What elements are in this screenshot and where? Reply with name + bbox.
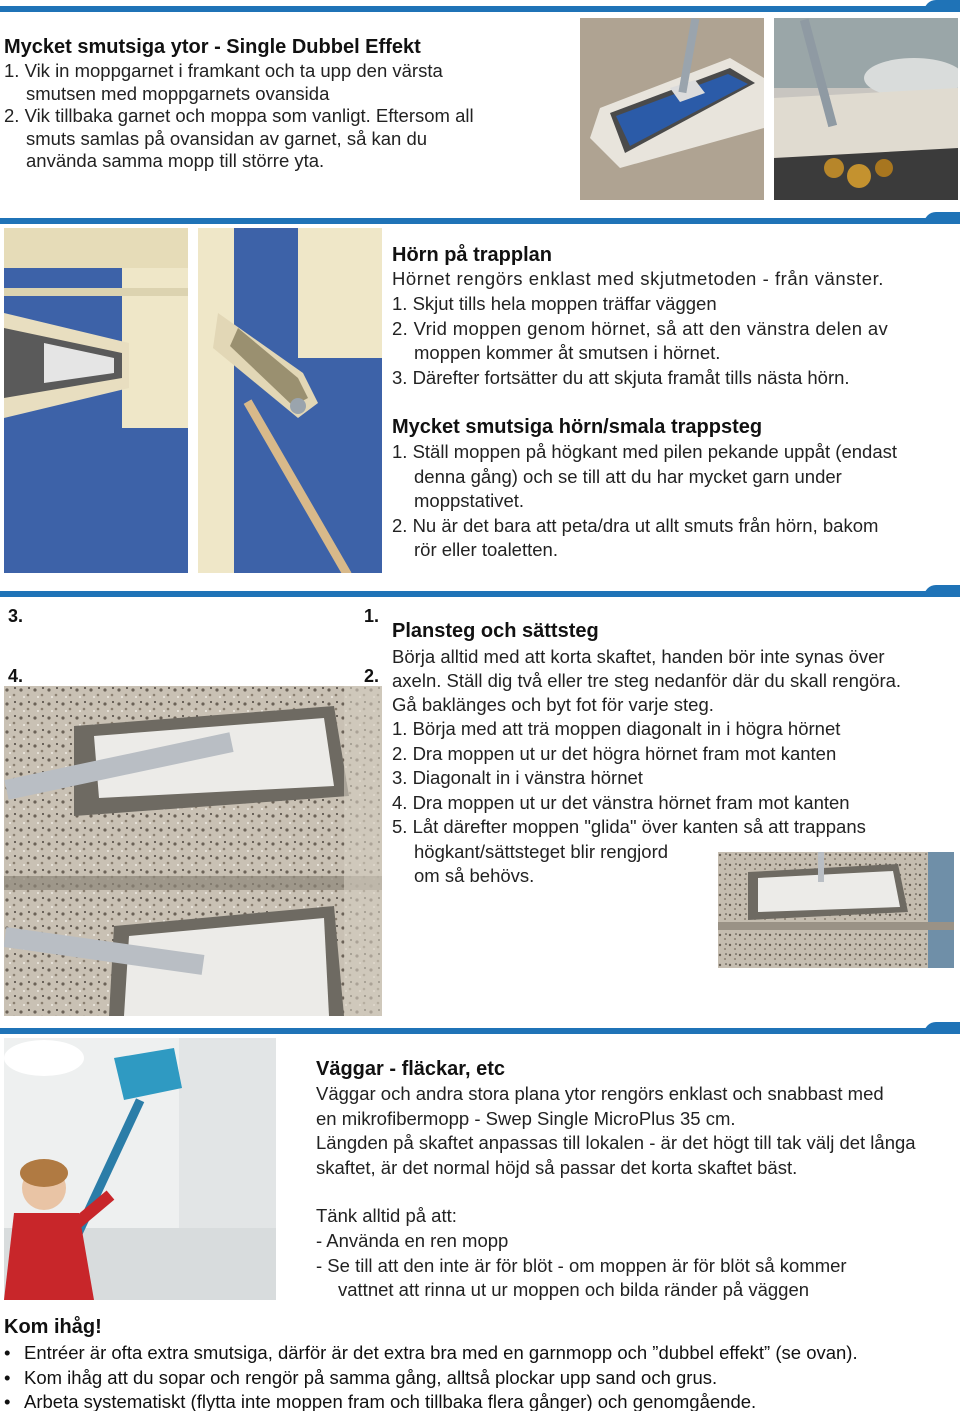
- photo-stair-mopping: [4, 686, 382, 1016]
- photo-corner-turn: [198, 228, 382, 573]
- photo-stair-riser: [718, 852, 954, 968]
- bullet-item-1: • Entréer är ofta extra smutsiga, därför är det extra bra med en garnmopp och ”dubbel effekt” (se ovan).: [4, 1341, 858, 1366]
- section5-intro: [316, 1082, 958, 1180]
- section1-line-1: 1. Vik in moppgarnet i framkant och ta upp den värsta: [4, 60, 443, 81]
- section1-line-3: 2. Vik tillbaka garnet och moppa som vanligt. Eftersom all: [4, 105, 474, 126]
- section-divider-1: [0, 0, 960, 12]
- section3-step-1-cont2: moppstativet.: [414, 490, 525, 511]
- section3-step-1-cont: denna gång) och se till att du har mycket garn under: [414, 465, 842, 487]
- section3-step-1: 1. Ställ moppen på högkant med pilen pekande uppåt (endast: [392, 441, 898, 462]
- section4-step-2: 2. Dra moppen ut ur det högra hörnet fram mot kanten: [392, 742, 837, 764]
- section6-title: Kom ihåg!: [4, 1316, 102, 1338]
- section5-remember-label: Tänk alltid på att:: [316, 1205, 457, 1226]
- section3-step-2-cont: rör eller toaletten.: [414, 539, 558, 560]
- section6-bullets: [4, 1341, 858, 1411]
- section4-intro-3: Gå baklänges och byt fot för varje steg.: [392, 694, 714, 715]
- section3-steps: [392, 440, 958, 563]
- bullet-item-3: • Arbeta systematiskt (flytta inte moppen fram och tillbaka flera gånger) och genomgående.: [4, 1390, 858, 1411]
- section5-intro-2: en mikrofibermopp - Swep Single MicroPlus 35 cm.: [316, 1107, 736, 1129]
- photo-mop-folded-dirt: [774, 18, 958, 200]
- section2-intro: Hörnet rengörs enklast med skjutmetoden - från vänster.: [392, 268, 884, 289]
- section2-step-3: 3. Därefter fortsätter du att skjuta framåt tills nästa hörn.: [392, 366, 850, 388]
- stair-label-3: 3.: [8, 606, 24, 626]
- stair-label-1: 1.: [364, 606, 380, 626]
- section2-steps: [392, 292, 958, 390]
- section5-intro-1: Väggar och andra stora plana ytor rengörs enklast och snabbast med: [316, 1083, 884, 1104]
- section4-intro: [392, 645, 958, 717]
- section-divider-4: [0, 1022, 960, 1034]
- section-divider-3: [0, 585, 960, 597]
- section3-title: Mycket smutsiga hörn/smala trappsteg: [392, 416, 763, 438]
- section5-remember-2-cont: vattnet att rinna ut ur moppen och bilda ränder på väggen: [338, 1279, 810, 1300]
- section4-step-1: 1. Börja med att trä moppen diagonalt in i högra hörnet: [392, 718, 841, 739]
- section1-line-4: smuts samlas på ovansidan av garnet, så kan du: [26, 127, 428, 149]
- section1-title: Mycket smutsiga ytor - Single Dubbel Effekt: [4, 36, 421, 58]
- section5-remember: [316, 1229, 958, 1303]
- section3-step-2: 2. Nu är det bara att peta/dra ut allt smuts från hörn, bakom: [392, 514, 879, 536]
- section4-step-4: 4. Dra moppen ut ur det vänstra hörnet fram mot kanten: [392, 791, 850, 813]
- section4-step-5-cont2: om så behövs.: [414, 865, 535, 886]
- photo-wall-cleaning: [4, 1038, 276, 1300]
- photo-mop-carpet-grey: [580, 18, 764, 200]
- section-divider-2: [0, 212, 960, 224]
- section5-intro-4: skaftet, är det normal höjd så passar det korta skaftet bäst.: [316, 1156, 798, 1178]
- bullet-item-2: • Kom ihåg att du sopar och rengör på samma gång, alltså plockar upp sand och grus.: [4, 1366, 858, 1391]
- section4-step-5: 5. Låt därefter moppen "glida" över kanten så att trappans: [392, 816, 866, 837]
- section4-step-5-cont: högkant/sättsteget blir rengjord: [414, 840, 669, 862]
- section2-title: Hörn på trapplan: [392, 244, 553, 266]
- photo-corner-push: [4, 228, 188, 573]
- section4-intro-2: axeln. Ställ dig två eller tre steg nedanför där du skall rengöra.: [392, 670, 902, 691]
- section1-line-2: smutsen med moppgarnets ovansida: [26, 82, 330, 104]
- section5-remember-1: - Använda en ren mopp: [316, 1230, 509, 1251]
- section1-text: [4, 60, 474, 173]
- section2-step-1: 1. Skjut tills hela moppen träffar väggen: [392, 293, 717, 314]
- section5-remember-2: - Se till att den inte är för blöt - om moppen är för blöt så kommer: [316, 1254, 847, 1276]
- section2-step-2-cont: moppen kommer åt smutsen i hörnet.: [414, 342, 721, 363]
- stair-label-2: 2.: [364, 666, 380, 686]
- section2-step-2: 2. Vrid moppen genom hörnet, så att den vänstra delen av: [392, 317, 889, 339]
- section1-line-5: använda samma mopp till större yta.: [26, 150, 325, 171]
- section4-step-3: 3. Diagonalt in i vänstra hörnet: [392, 767, 643, 788]
- section4-title: Plansteg och sättsteg: [392, 620, 599, 642]
- stair-label-4: 4.: [8, 666, 24, 686]
- section5-title: Väggar - fläckar, etc: [316, 1058, 505, 1080]
- section4-intro-1: Börja alltid med att korta skaftet, handen bör inte synas över: [392, 646, 885, 667]
- section5-intro-3: Längden på skaftet anpassas till lokalen - är det högt till tak välj det långa: [316, 1132, 916, 1153]
